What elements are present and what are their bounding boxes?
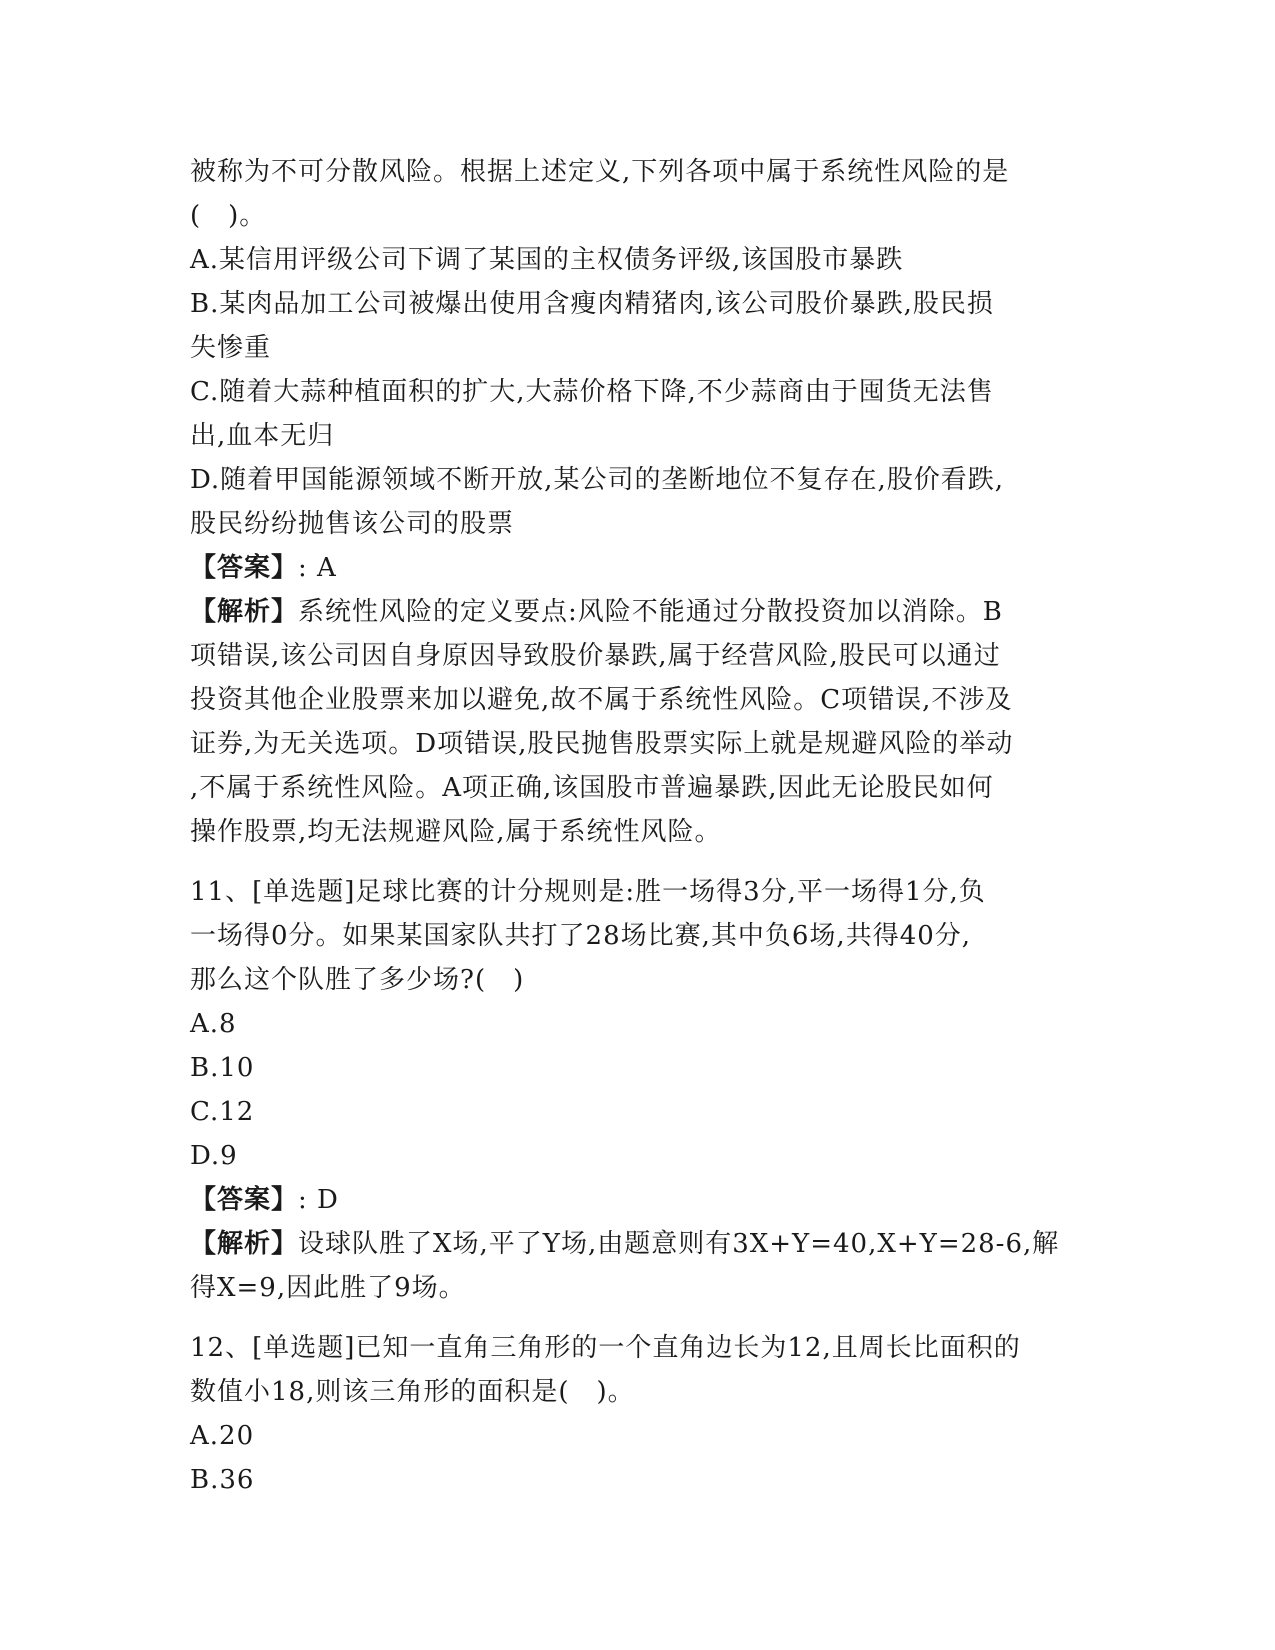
analysis-line (190, 590, 1090, 634)
analysis-line: 证券,为无关选项。D项错误,股民抛售股票实际上就是规避风险的举动 (190, 729, 1014, 759)
analysis-line: 操作股票,均无法规避风险,属于系统性风险。 (190, 817, 722, 847)
analysis-line: 投资其他企业股票来加以避免,故不属于系统性风险。C项错误,不涉及 (190, 685, 1013, 715)
question-stem-line: 数值小18,则该三角形的面积是( )。 (190, 1377, 635, 1407)
question-10 (190, 150, 1090, 854)
answer-value: : A (298, 553, 337, 583)
option-a: A.某信用评级公司下调了某国的主权债务评级,该国股市暴跌 (190, 245, 904, 275)
option-b: B.36 (190, 1465, 255, 1495)
option-d-continued: 股民纷纷抛售该公司的股票 (190, 509, 515, 539)
answer-line (190, 546, 1090, 590)
answer-label: 【答案】 (190, 553, 299, 583)
analysis-label: 【解析】 (190, 597, 299, 627)
option-b: B.10 (190, 1053, 255, 1083)
question-11 (190, 870, 1090, 1310)
analysis-line: 得X=9,因此胜了9场。 (190, 1273, 466, 1303)
answer-value: : D (298, 1185, 339, 1215)
analysis-line: ,不属于系统性风险。A项正确,该国股市普遍暴跌,因此无论股民如何 (190, 773, 994, 803)
question-stem-line: 12、[单选题]已知一直角三角形的一个直角边长为12,且周长比面积的 (190, 1333, 1021, 1363)
question-stem-line: 11、[单选题]足球比赛的计分规则是:胜一场得3分,平一场得1分,负 (190, 877, 986, 907)
option-d: D.9 (190, 1141, 238, 1171)
question-12 (190, 1326, 1090, 1502)
option-c-continued: 出,血本无归 (190, 421, 335, 451)
option-a: A.8 (190, 1009, 237, 1039)
question-stem-line: 那么这个队胜了多少场?( ) (190, 965, 525, 995)
option-c: C.12 (190, 1097, 255, 1127)
question-spacer (190, 1310, 1090, 1326)
option-d: D.随着甲国能源领域不断开放,某公司的垄断地位不复存在,股价看跌, (190, 465, 1004, 495)
option-c: C.随着大蒜种植面积的扩大,大蒜价格下降,不少蒜商由于囤货无法售 (190, 377, 994, 407)
document-body (190, 150, 1090, 1502)
question-stem-line: ( )。 (190, 201, 267, 231)
analysis-text: 设球队胜了X场,平了Y场,由题意则有3X+Y=40,X+Y=28-6,解 (298, 1229, 1060, 1259)
analysis-text: 系统性风险的定义要点:风险不能通过分散投资加以消除。B (298, 597, 1003, 627)
option-a: A.20 (190, 1421, 255, 1451)
answer-label: 【答案】 (190, 1185, 299, 1215)
question-spacer (190, 854, 1090, 870)
question-stem-line: 被称为不可分散风险。根据上述定义,下列各项中属于系统性风险的是 (190, 157, 1010, 187)
analysis-line (190, 1222, 1090, 1266)
question-stem-line: 一场得0分。如果某国家队共打了28场比赛,其中负6场,共得40分, (190, 921, 972, 951)
analysis-label: 【解析】 (190, 1229, 299, 1259)
option-b-continued: 失惨重 (190, 333, 272, 363)
analysis-line: 项错误,该公司因自身原因导致股价暴跌,属于经营风险,股民可以通过 (190, 641, 1001, 671)
option-b: B.某肉品加工公司被爆出使用含瘦肉精猪肉,该公司股价暴跌,股民损 (190, 289, 994, 319)
answer-line (190, 1178, 1090, 1222)
